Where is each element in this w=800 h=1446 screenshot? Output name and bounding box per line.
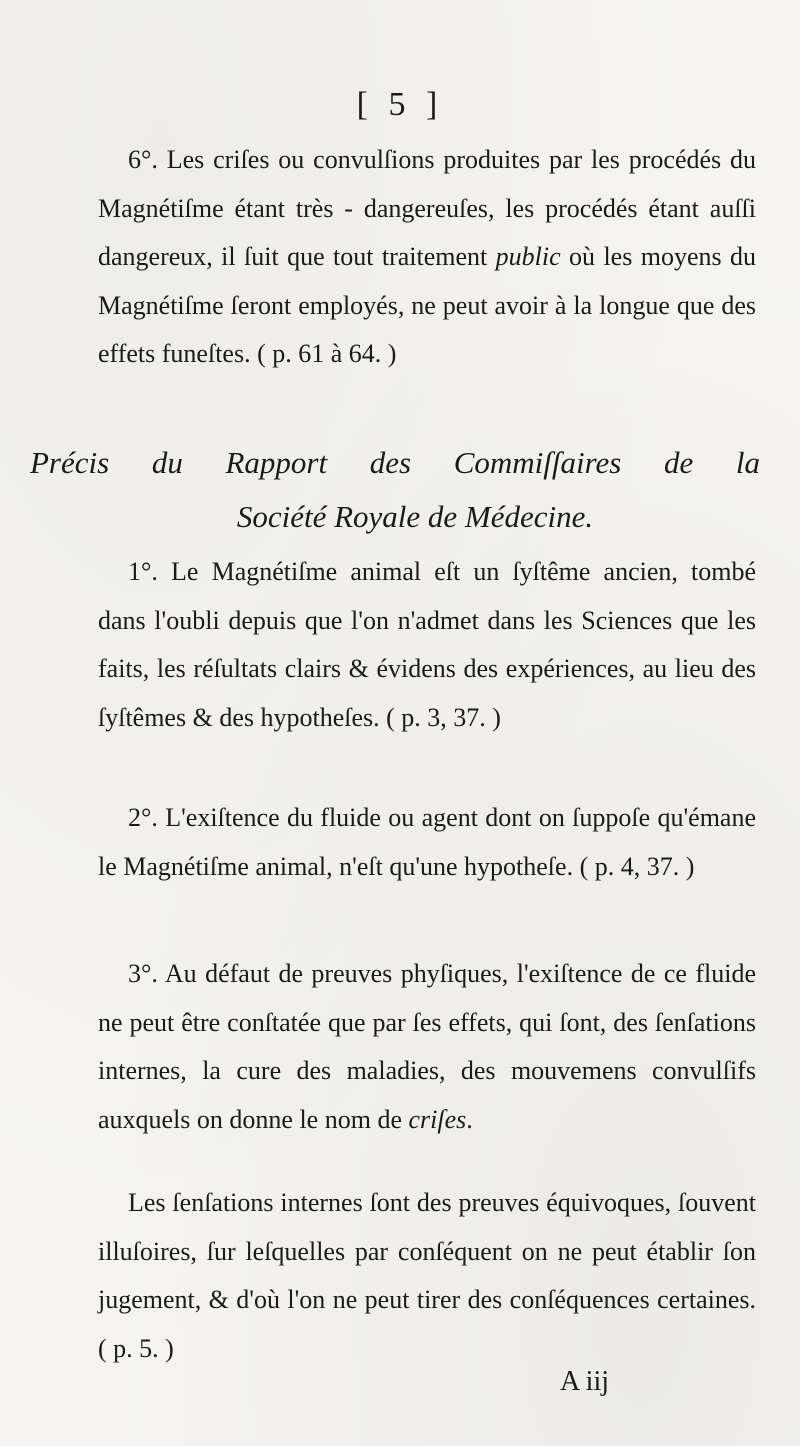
section-heading-line-2: Société Royale de Médecine. xyxy=(236,499,594,534)
section-heading-line-1: Précis du Rapport des Commiſſaires de la xyxy=(30,445,760,480)
paragraph-2-text: 2°. L'exiſtence du fluide ou agent dont on ſuppoſe qu'émane le Magnétiſme animal, n'eſt qu'une hypotheſe. ( p. 4, 37. ) xyxy=(98,803,756,881)
paragraph-6-text-start: 6°. Les criſes ou convulſions produites par les procédés du Magnétiſme étant très - dangereuſes, les procédés étant auſſi dangereux, il ſuit que tout traitement xyxy=(98,145,756,271)
paragraph-4 xyxy=(98,1179,756,1373)
signature-mark: A iij xyxy=(560,1366,610,1397)
paragraph-3-italic: criſes xyxy=(408,1104,467,1134)
page-number: [ 5 ] xyxy=(356,86,444,123)
section-heading xyxy=(30,436,760,544)
paragraph-6 xyxy=(98,136,756,379)
paragraph-4-text: Les ſenſations internes ſont des preuves équivoques, ſouvent illuſoires, ſur leſquelles par conſéquent on ne peut établir ſon jugement, & d'où l'on ne peut tirer des conſéquences certaines. ( p. 5. ) xyxy=(98,1188,756,1363)
paragraph-2 xyxy=(98,794,756,891)
paragraph-3-text-end: . xyxy=(466,1104,473,1134)
paragraph-1 xyxy=(98,548,756,742)
paragraph-3-text-start: 3°. Au défaut de preuves phyſiques, l'exiſtence de ce fluide ne peut être conſtatée que par ſes effets, qui ſont, des ſenſations internes, la cure des maladies, des mouvemens convulſifs auxquels on donne le nom de xyxy=(98,959,756,1134)
paragraph-1-text: 1°. Le Magnétiſme animal eſt un ſyſtême ancien, tombé dans l'oubli depuis que l'on n'admet dans les Sciences que les faits, les réſultats clairs & évidens des expériences, au lieu des ſyſtêmes & des hypotheſes. ( p. 3, 37. ) xyxy=(98,557,756,732)
paragraph-6-text-end: où les moyens du Magnétiſme ſeront employés, ne peut avoir à la longue que des effets funeſtes. ( p. 61 à 64. ) xyxy=(98,242,757,368)
paragraph-6-italic: public xyxy=(495,242,561,271)
paragraph-3 xyxy=(98,950,756,1144)
